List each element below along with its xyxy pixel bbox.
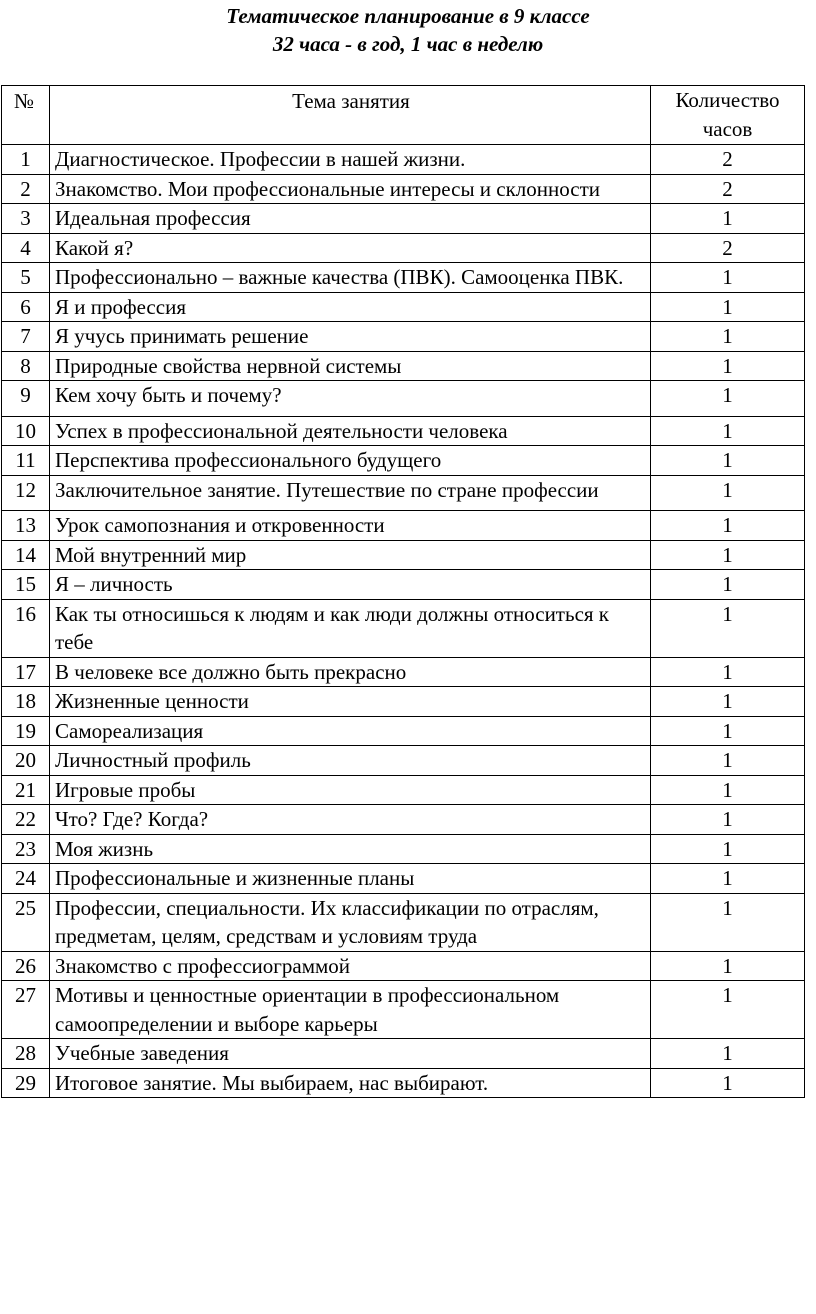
column-header-hours: Количество часов: [651, 86, 805, 145]
column-header-number: №: [2, 86, 50, 145]
row-hours: 1: [651, 570, 805, 600]
row-number: 29: [2, 1068, 50, 1098]
row-number: 28: [2, 1039, 50, 1069]
table-row: [2, 322, 805, 352]
row-number: 11: [2, 446, 50, 476]
row-topic: Учебные заведения: [50, 1039, 651, 1069]
row-topic: Я учусь принимать решение: [50, 322, 651, 352]
table-row: [2, 570, 805, 600]
table-row: [2, 599, 805, 657]
row-number: 17: [2, 657, 50, 687]
row-hours: 1: [651, 292, 805, 322]
row-number: 27: [2, 981, 50, 1039]
row-number: 8: [2, 351, 50, 381]
row-number: 19: [2, 716, 50, 746]
row-number: 20: [2, 746, 50, 776]
row-number: 4: [2, 233, 50, 263]
row-hours: 1: [651, 446, 805, 476]
row-hours: 1: [651, 540, 805, 570]
row-hours: 1: [651, 716, 805, 746]
table-row: [2, 687, 805, 717]
row-hours: 1: [651, 204, 805, 234]
table-row: [2, 263, 805, 293]
row-topic: Что? Где? Когда?: [50, 805, 651, 835]
row-number: 22: [2, 805, 50, 835]
row-topic: Какой я?: [50, 233, 651, 263]
table-row: [2, 446, 805, 476]
table-row: [2, 381, 805, 417]
row-number: 1: [2, 145, 50, 175]
table-row: [2, 1039, 805, 1069]
row-hours: 1: [651, 657, 805, 687]
table-row: [2, 511, 805, 541]
row-hours: 1: [651, 1039, 805, 1069]
row-number: 5: [2, 263, 50, 293]
table-row: [2, 746, 805, 776]
row-number: 6: [2, 292, 50, 322]
row-hours: 1: [651, 775, 805, 805]
row-topic: Перспектива профессионального будущего: [50, 446, 651, 476]
row-hours: 1: [651, 1068, 805, 1098]
row-hours: 2: [651, 233, 805, 263]
row-topic: Природные свойства нервной системы: [50, 351, 651, 381]
table-row: [2, 657, 805, 687]
row-topic: Итоговое занятие. Мы выбираем, нас выбирают.: [50, 1068, 651, 1098]
table-row: [2, 716, 805, 746]
row-topic: Мотивы и ценностные ориентации в профессиональном самоопределении и выборе карьеры: [50, 981, 651, 1039]
row-hours: 2: [651, 145, 805, 175]
row-hours: 1: [651, 805, 805, 835]
page-subtitle: 32 часа - в год, 1 час в неделю: [272, 32, 544, 56]
row-topic: Профессиональные и жизненные планы: [50, 864, 651, 894]
row-number: 24: [2, 864, 50, 894]
row-hours: 1: [651, 864, 805, 894]
row-hours: 2: [651, 174, 805, 204]
table-header-row: [2, 86, 805, 145]
row-topic: Профессии, специальности. Их классификации по отраслям, предметам, целям, средствам и условиям труда: [50, 893, 651, 951]
table-row: [2, 805, 805, 835]
row-topic: Игровые пробы: [50, 775, 651, 805]
table-row: [2, 951, 805, 981]
table-row: [2, 292, 805, 322]
row-topic: Профессионально – важные качества (ПВК). Самооценка ПВК.: [50, 263, 651, 293]
row-hours: 1: [651, 981, 805, 1039]
table-row: [2, 145, 805, 175]
table-row: [2, 1068, 805, 1098]
table-row: [2, 351, 805, 381]
table-row: [2, 540, 805, 570]
table-row: [2, 834, 805, 864]
row-number: 25: [2, 893, 50, 951]
row-hours: 1: [651, 416, 805, 446]
table-body: [2, 145, 805, 1098]
row-number: 12: [2, 475, 50, 511]
row-hours: 1: [651, 893, 805, 951]
row-hours: 1: [651, 263, 805, 293]
row-number: 16: [2, 599, 50, 657]
table-row: [2, 864, 805, 894]
table-row: [2, 204, 805, 234]
row-hours: 1: [651, 599, 805, 657]
row-hours: 1: [651, 322, 805, 352]
row-topic: Я – личность: [50, 570, 651, 600]
row-hours: 1: [651, 834, 805, 864]
row-topic: Знакомство. Мои профессиональные интересы и склонности: [50, 174, 651, 204]
page-title: Тематическое планирование в 9 классе: [226, 4, 590, 28]
row-number: 15: [2, 570, 50, 600]
table-row: [2, 174, 805, 204]
row-number: 13: [2, 511, 50, 541]
schedule-table: [1, 85, 805, 1098]
row-number: 3: [2, 204, 50, 234]
row-topic: Я и профессия: [50, 292, 651, 322]
table-row: [2, 416, 805, 446]
row-topic: Самореализация: [50, 716, 651, 746]
row-number: 9: [2, 381, 50, 417]
row-number: 10: [2, 416, 50, 446]
row-hours: 1: [651, 951, 805, 981]
row-topic: В человеке все должно быть прекрасно: [50, 657, 651, 687]
row-hours: 1: [651, 381, 805, 417]
table-row: [2, 775, 805, 805]
row-topic: Жизненные ценности: [50, 687, 651, 717]
row-number: 18: [2, 687, 50, 717]
table-row: [2, 893, 805, 951]
row-number: 7: [2, 322, 50, 352]
row-number: 2: [2, 174, 50, 204]
row-hours: 1: [651, 746, 805, 776]
row-topic: Урок самопознания и откровенности: [50, 511, 651, 541]
column-header-topic: Тема занятия: [50, 86, 651, 145]
row-number: 21: [2, 775, 50, 805]
table-row: [2, 981, 805, 1039]
row-hours: 1: [651, 351, 805, 381]
row-topic: Успех в профессиональной деятельности человека: [50, 416, 651, 446]
row-hours: 1: [651, 687, 805, 717]
row-number: 23: [2, 834, 50, 864]
table-row: [2, 475, 805, 511]
row-number: 26: [2, 951, 50, 981]
table-row: [2, 233, 805, 263]
row-topic: Идеальная профессия: [50, 204, 651, 234]
row-hours: 1: [651, 475, 805, 511]
row-hours: 1: [651, 511, 805, 541]
row-topic: Кем хочу быть и почему?: [50, 381, 651, 417]
row-number: 14: [2, 540, 50, 570]
row-topic: Заключительное занятие. Путешествие по стране профессии: [50, 475, 651, 511]
row-topic: Знакомство с профессиограммой: [50, 951, 651, 981]
row-topic: Личностный профиль: [50, 746, 651, 776]
row-topic: Моя жизнь: [50, 834, 651, 864]
row-topic: Мой внутренний мир: [50, 540, 651, 570]
row-topic: Диагностическое. Профессии в нашей жизни.: [50, 145, 651, 175]
row-topic: Как ты относишься к людям и как люди должны относиться к тебе: [50, 599, 651, 657]
